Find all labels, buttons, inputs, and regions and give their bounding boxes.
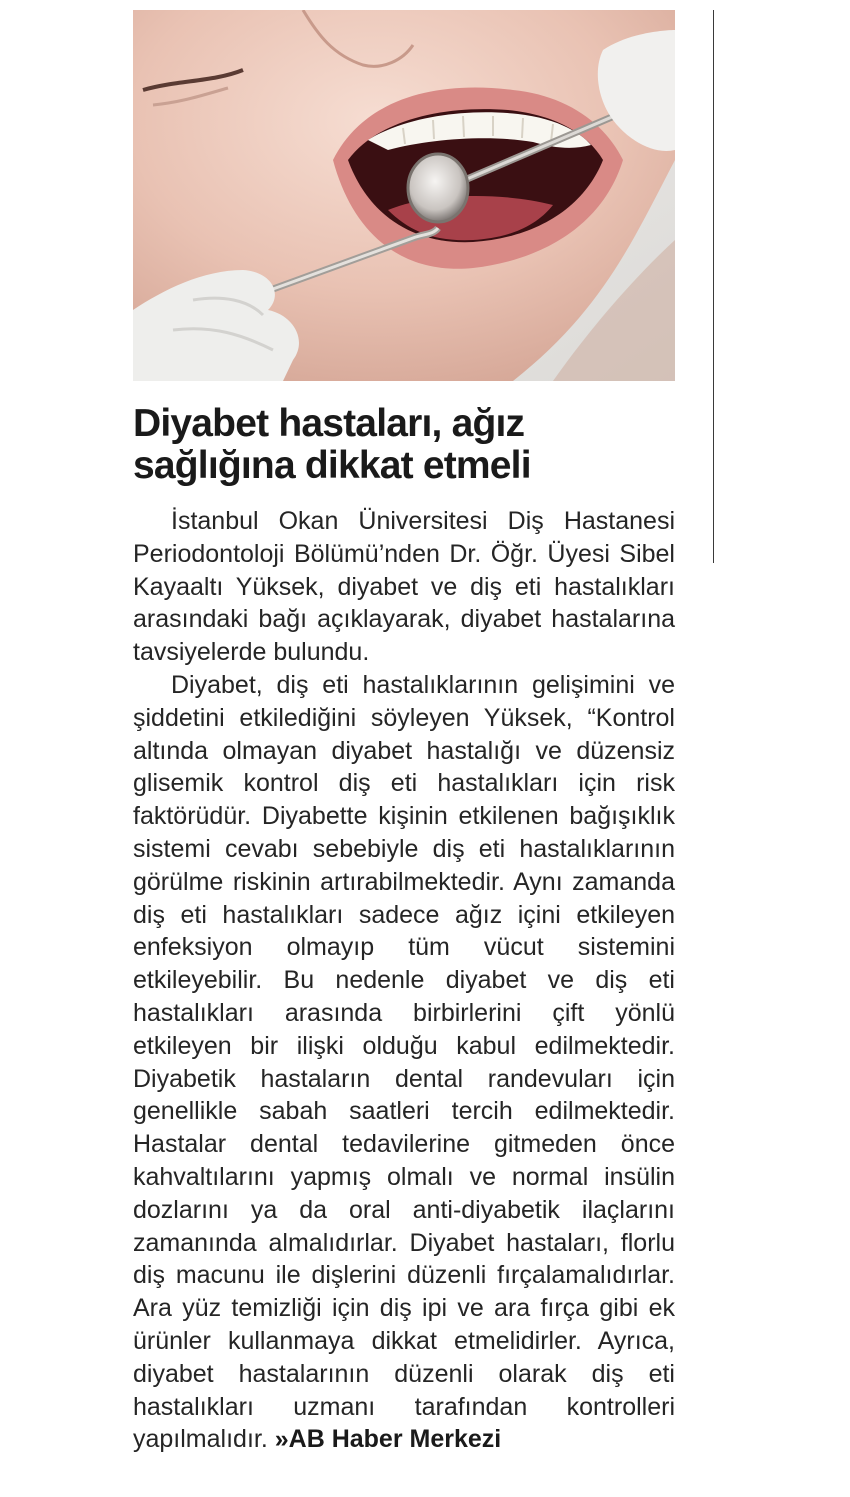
headline-line-1: Diyabet hastaları, ağız — [133, 402, 525, 445]
headline — [133, 403, 675, 487]
dental-exam-illustration — [133, 10, 675, 381]
news-article — [133, 10, 675, 1456]
article-body — [133, 505, 675, 1456]
headline-line-2: sağlığına dikkat etmeli — [133, 444, 531, 487]
paragraph-1: İstanbul Okan Üniversitesi Diş Hastanesi Periodontoloji Bölümü’nden Dr. Öğr. Üyesi Sibel Kayaaltı Yüksek, diyabet ve diş eti hastalıkları arasındaki bağı açıklayarak, diyabet hastalarına tavsiyelerde bulundu. — [133, 507, 675, 667]
byline: »AB Haber Merkezi — [274, 1425, 502, 1454]
paragraph-2 — [133, 669, 675, 1456]
dental-exam-photo — [133, 10, 675, 381]
paragraph-2-text: Diyabet, diş eti hastalıklarının gelişimini ve şiddetini etkilediğini söyleyen Yüksek, “Kontrol altında olmayan diyabet hastalığı ve düzensiz glisemik kontrol diş eti hastalıkları için risk faktörüdür. Diyabette kişinin etkilenen bağışıklık sistemi cevabı sebebiyle diş eti hastalıklarının görülme riskinin artırabilmektedir. Aynı zamanda diş eti hastalıkları sadece ağız içini etkileyen enfeksiyon olmayıp tüm vücut sistemini etkileyebilir. Bu nedenle diyabet ve diş eti hastalıkları arasında birbirlerini çift yönlü etkileyen bir ilişki olduğu kabul edilmektedir. Diyabetik hastaların dental randevuları için genellikle sabah saatleri tercih edilmektedir. Hastalar dental tedavilerine gitmeden önce kahvaltılarını yapmış olmalı ve normal insülin dozlarını ya da oral anti-diyabetik ilaçlarını zamanında almalıdırlar. Diyabet hastaları, florlu diş macunu ile dişlerini düzenli fırçalamalıdırlar. Ara yüz temizliği için diş ipi ve ara fırça gibi ek ürünler kullanmaya dikkat etmelidirler. Ayrıca, diyabet hastalarının düzenli olarak diş eti hastalıkları uzmanı tarafından kontrolleri yapılmalıdır. — [133, 670, 675, 1454]
column-divider — [713, 10, 714, 563]
